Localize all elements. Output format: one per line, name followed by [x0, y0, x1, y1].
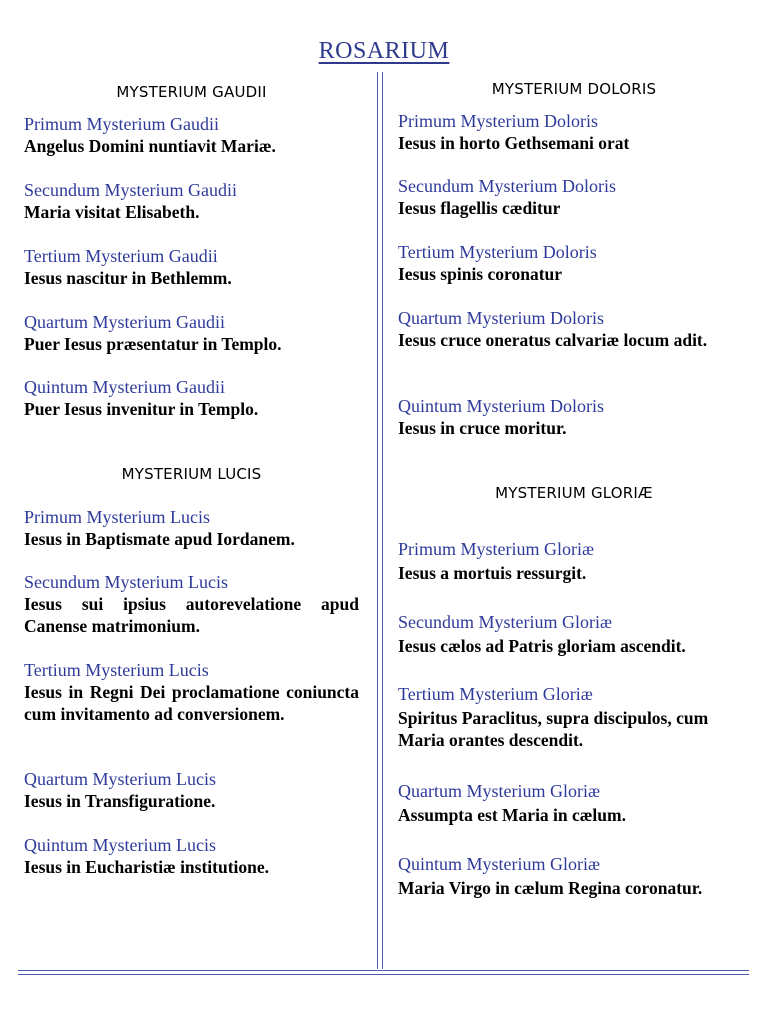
mystery-item	[398, 853, 750, 899]
mystery-item	[398, 538, 750, 584]
mystery-text: Iesus in cruce moritur.	[398, 418, 567, 438]
mystery-text: Iesus in Eucharistiæ institutione.	[24, 857, 270, 877]
mystery-item	[24, 376, 359, 420]
mystery-text: Iesus a mortuis ressurgit.	[398, 563, 587, 583]
mystery-title: Quartum Mysterium Gloriæ	[398, 781, 600, 801]
mystery-item	[398, 110, 750, 154]
mystery-text: Iesus cruce oneratus calvariæ locum adit.	[398, 330, 708, 350]
mystery-title: Secundum Mysterium Doloris	[398, 176, 616, 196]
section-heading-lucis: MYSTERIUM LUCIS	[121, 465, 262, 483]
section-gaudii	[24, 113, 359, 433]
mystery-title: Quintum Mysterium Lucis	[24, 835, 216, 855]
mystery-text: Iesus cælos ad Patris gloriam ascendit.	[398, 636, 686, 656]
mystery-item	[398, 241, 750, 285]
mystery-title: Quintum Mysterium Gloriæ	[398, 854, 600, 874]
mystery-title: Primum Mysterium Doloris	[398, 111, 599, 131]
mystery-title: Secundum Mysterium Lucis	[24, 572, 228, 592]
mystery-title: Quintum Mysterium Doloris	[398, 396, 604, 416]
mystery-title: Quartum Mysterium Gaudii	[24, 312, 225, 332]
mystery-item	[24, 311, 359, 355]
column-divider	[377, 72, 383, 969]
mystery-text: Iesus in Transfiguratione.	[24, 791, 216, 811]
mystery-item	[398, 395, 750, 439]
mystery-item	[24, 768, 359, 812]
mystery-item	[24, 659, 359, 725]
section-lucis	[24, 506, 359, 886]
mystery-item	[398, 683, 750, 751]
mystery-title: Tertium Mysterium Gaudii	[24, 246, 218, 266]
mystery-title: Quintum Mysterium Gaudii	[24, 377, 225, 397]
bottom-rule	[18, 970, 749, 975]
mystery-text: Iesus spinis coronatur	[398, 264, 563, 284]
mystery-text: Iesus nascitur in Bethlemm.	[24, 268, 232, 288]
mystery-title: Tertium Mysterium Gloriæ	[398, 684, 593, 704]
page-title: ROSARIUM	[318, 38, 450, 64]
section-gloriae	[398, 538, 750, 938]
mystery-text: Spiritus Paraclitus, supra discipulos, cum Maria orantes descendit.	[398, 708, 709, 750]
mystery-item	[398, 611, 750, 657]
mystery-item	[24, 113, 359, 157]
mystery-text: Assumpta est Maria in cælum.	[398, 805, 626, 825]
mystery-item	[398, 307, 750, 351]
mystery-text: Puer Iesus invenitur in Templo.	[24, 399, 259, 419]
mystery-text: Angelus Domini nuntiavit Mariæ.	[24, 136, 276, 156]
mystery-title: Tertium Mysterium Lucis	[24, 660, 209, 680]
mystery-item	[24, 245, 359, 289]
section-heading-doloris: MYSTERIUM DOLORIS	[491, 80, 657, 98]
mystery-title: Quartum Mysterium Doloris	[398, 308, 604, 328]
mystery-item	[24, 179, 359, 223]
mystery-item	[24, 834, 359, 878]
mystery-text: Puer Iesus præsentatur in Templo.	[24, 334, 282, 354]
mystery-text: Iesus in horto Gethsemani orat	[398, 133, 630, 153]
mystery-text: Iesus in Baptismate apud Iordanem.	[24, 529, 295, 549]
mystery-item	[24, 506, 359, 550]
mystery-title: Tertium Mysterium Doloris	[398, 242, 597, 262]
mystery-title: Primum Mysterium Gaudii	[24, 114, 219, 134]
mystery-title: Primum Mysterium Lucis	[24, 507, 210, 527]
mystery-title: Secundum Mysterium Gaudii	[24, 180, 237, 200]
section-doloris	[398, 110, 750, 440]
mystery-item	[24, 571, 359, 637]
mystery-text: Maria Virgo in cælum Regina coronatur.	[398, 878, 703, 898]
mystery-item	[398, 780, 750, 826]
section-heading-gaudii: MYSTERIUM GAUDII	[116, 83, 267, 101]
mystery-text: Iesus sui ipsius autorevelatione apud Canense matrimonium.	[24, 594, 359, 636]
mystery-text: Maria visitat Elisabeth.	[24, 202, 200, 222]
mystery-text: Iesus in Regni Dei proclamatione coniuncta cum invitamento ad conversionem.	[24, 682, 359, 724]
section-heading-gloriae: MYSTERIUM GLORIÆ	[495, 484, 653, 502]
mystery-item	[398, 175, 750, 219]
mystery-title: Primum Mysterium Gloriæ	[398, 539, 595, 559]
mystery-text: Iesus flagellis cæditur	[398, 198, 561, 218]
mystery-title: Quartum Mysterium Lucis	[24, 769, 216, 789]
mystery-title: Secundum Mysterium Gloriæ	[398, 612, 612, 632]
